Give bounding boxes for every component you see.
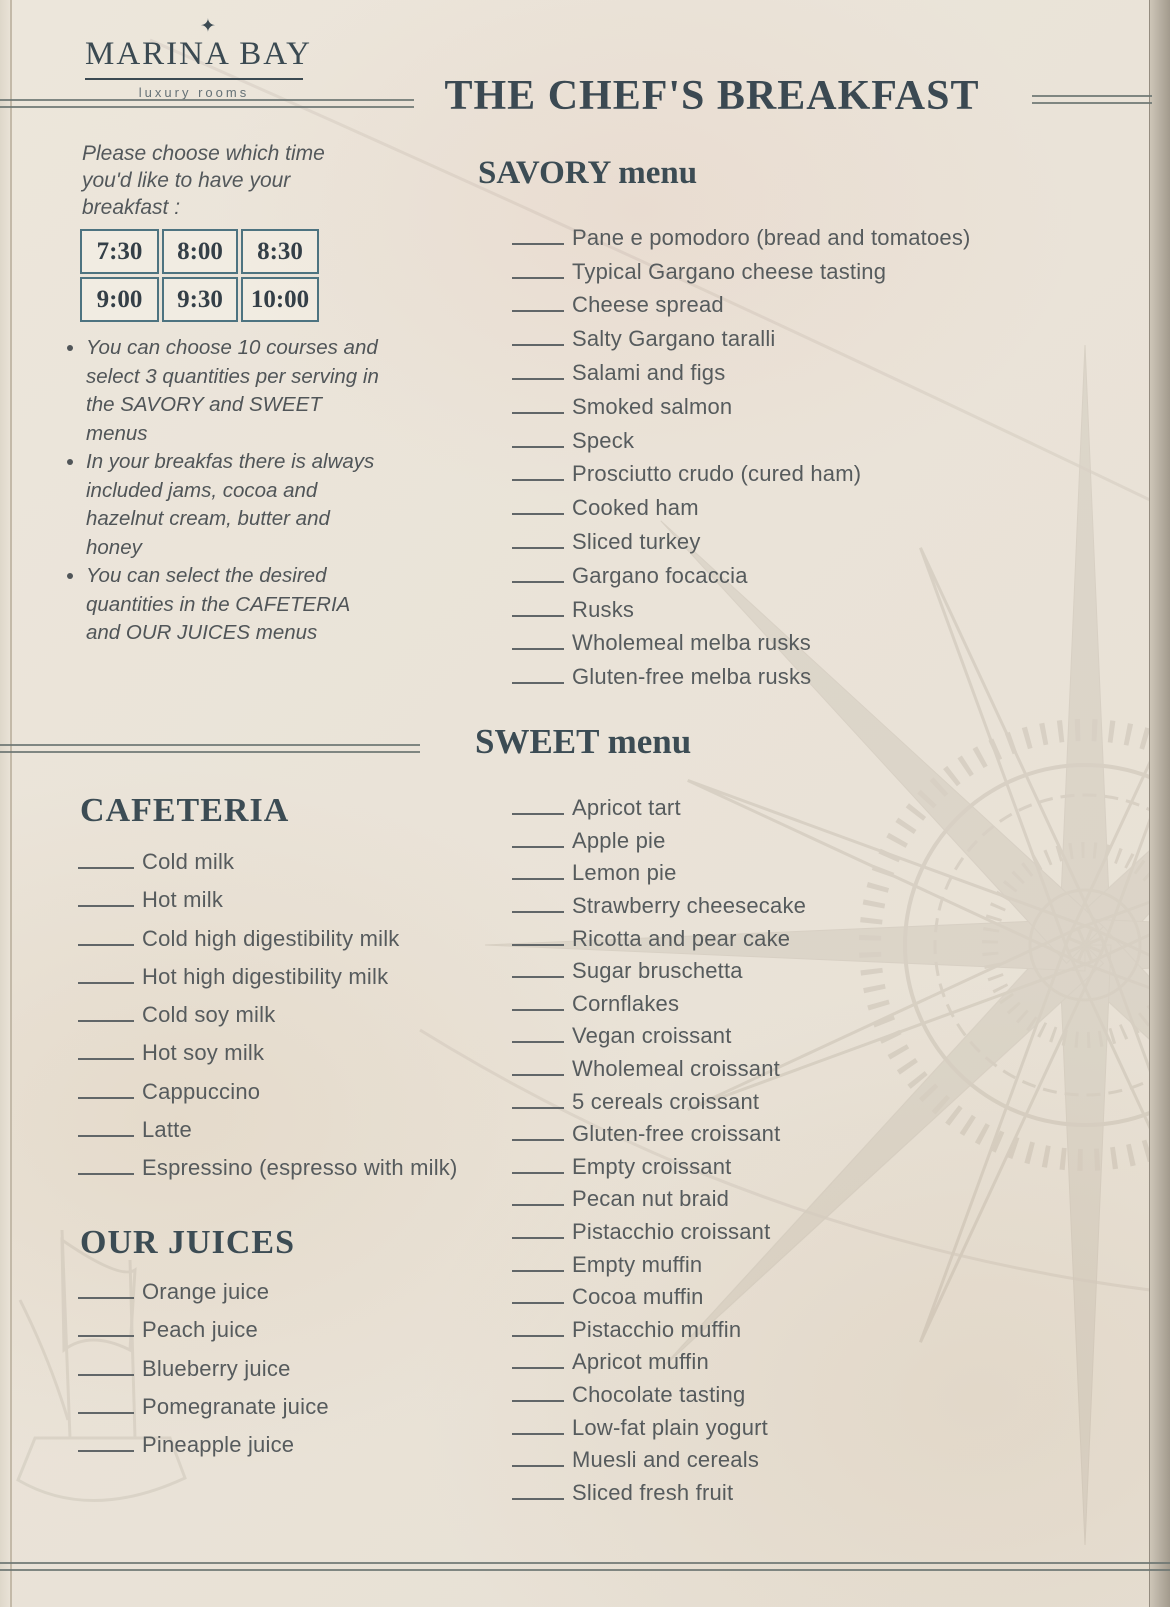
menu-item-row: [512, 1281, 806, 1314]
quantity-blank-line: [512, 1172, 564, 1174]
menu-item-label: Pecan nut braid: [572, 1186, 730, 1212]
menu-item-row: [512, 1444, 806, 1477]
menu-item-row: [78, 1149, 458, 1187]
menu-item-row: [512, 1216, 806, 1249]
logo-name: MARINA BAY: [85, 36, 303, 80]
menu-item-row: [512, 1151, 806, 1184]
decorative-rule-bottom: [0, 1562, 1170, 1571]
menu-item-row: [512, 1053, 806, 1086]
menu-item-row: [512, 525, 971, 559]
menu-item-label: Pomegranate juice: [142, 1393, 329, 1419]
menu-item-row: [78, 1034, 458, 1072]
menu-item-row: [512, 1085, 806, 1118]
juices-heading: OUR JUICES: [80, 1224, 295, 1261]
menu-item-label: Hot milk: [142, 887, 224, 913]
menu-item-row: [78, 1350, 329, 1388]
cafeteria-heading: CAFETERIA: [80, 792, 290, 829]
quantity-blank-line: [78, 1412, 134, 1414]
menu-item-label: Cheese spread: [572, 292, 724, 318]
menu-item-label: Cooked ham: [572, 495, 699, 521]
menu-item-row: [512, 792, 806, 825]
quantity-blank-line: [78, 1097, 134, 1099]
quantity-blank-line: [78, 1173, 134, 1175]
quantity-blank-line: [512, 648, 564, 650]
menu-item-label: Orange juice: [142, 1279, 270, 1305]
menu-item-label: Cornflakes: [572, 990, 680, 1016]
quantity-blank-line: [512, 547, 564, 549]
savory-heading: SAVORY menu: [478, 155, 698, 191]
quantity-blank-line: [512, 682, 564, 684]
quantity-blank-line: [78, 944, 134, 946]
decorative-rule-middle-left: [0, 744, 420, 753]
menu-item-row: [512, 890, 806, 923]
menu-item-label: Blueberry juice: [142, 1355, 291, 1381]
menu-item-label: Salty Gargano taralli: [572, 326, 776, 352]
quantity-blank-line: [512, 1465, 564, 1467]
quantity-blank-line: [512, 412, 564, 414]
quantity-blank-line: [512, 1237, 564, 1239]
menu-item-label: Gargano focaccia: [572, 562, 748, 588]
sweet-list: [512, 792, 806, 1509]
menu-item-label: 5 cereals croissant: [572, 1088, 760, 1114]
menu-item-label: Wholemeal croissant: [572, 1056, 780, 1082]
menu-item-row: [78, 843, 458, 881]
menu-item-row: [78, 958, 458, 996]
menu-item-label: Muesli and cereals: [572, 1447, 760, 1473]
menu-item-label: Cold high digestibility milk: [142, 925, 400, 951]
menu-item-label: Espressino (espresso with milk): [142, 1155, 458, 1181]
menu-item-label: Gluten-free croissant: [572, 1121, 781, 1147]
menu-item-label: Sugar bruschetta: [572, 958, 743, 984]
breakfast-time-prompt: Please choose which time you'd like to have your breakfast :: [82, 142, 325, 219]
time-cell: 7:30: [80, 229, 159, 274]
menu-item-row: [512, 857, 806, 890]
quantity-blank-line: [78, 1297, 134, 1299]
menu-item-row: [512, 825, 806, 858]
menu-item-label: Lemon pie: [572, 860, 677, 886]
quantity-blank-line: [512, 310, 564, 312]
notes-list: [62, 334, 388, 648]
page-edge-right: [1149, 0, 1170, 1607]
quantity-blank-line: [78, 867, 134, 869]
menu-item-label: Gluten-free melba rusks: [572, 664, 812, 690]
quantity-blank-line: [78, 1450, 134, 1452]
quantity-blank-line: [512, 911, 564, 913]
menu-item-label: Empty croissant: [572, 1153, 732, 1179]
menu-item-row: [78, 1273, 329, 1311]
menu-item-label: Sliced turkey: [572, 529, 701, 555]
menu-item-label: Pane e pomodoro (bread and tomatoes): [572, 224, 971, 250]
quantity-blank-line: [512, 479, 564, 481]
menu-item-label: Apple pie: [572, 827, 666, 853]
menu-item-row: [512, 988, 806, 1021]
quantity-blank-line: [512, 813, 564, 815]
note-item: • In your breakfas there is always included jams, cocoa and hazelnut cream, butter and honey: [86, 448, 388, 562]
logo-tagline: luxury rooms: [138, 85, 250, 100]
time-cell: 10:00: [241, 277, 319, 322]
menu-item-label: Cocoa muffin: [572, 1284, 704, 1310]
quantity-blank-line: [512, 1139, 564, 1141]
quantity-blank-line: [512, 615, 564, 617]
note-item: • You can choose 10 courses and select 3 quantities per serving in the SAVORY and SWEET menus: [86, 334, 388, 448]
menu-item-row: [512, 322, 971, 356]
quantity-blank-line: [512, 1302, 564, 1304]
menu-item-label: Cold soy milk: [142, 1002, 276, 1028]
time-cell: 9:30: [162, 277, 238, 322]
juices-list: [78, 1273, 329, 1464]
menu-item-label: Pistacchio croissant: [572, 1219, 771, 1245]
menu-item-label: Latte: [142, 1116, 192, 1142]
quantity-blank-line: [512, 344, 564, 346]
menu-item-label: Strawberry cheesecake: [572, 893, 807, 919]
menu-item-label: Apricot tart: [572, 795, 681, 821]
menu-item-row: [78, 1388, 329, 1426]
quantity-blank-line: [512, 1270, 564, 1272]
menu-item-row: [512, 458, 971, 492]
quantity-blank-line: [512, 976, 564, 978]
quantity-blank-line: [78, 1374, 134, 1376]
time-cell: 8:00: [162, 229, 238, 274]
menu-item-row: [512, 1379, 806, 1412]
quantity-blank-line: [512, 581, 564, 583]
sweet-heading: SWEET menu: [475, 722, 692, 761]
menu-item-label: Wholemeal melba rusks: [572, 630, 811, 656]
quantity-blank-line: [512, 878, 564, 880]
quantity-blank-line: [512, 243, 564, 245]
quantity-blank-line: [512, 378, 564, 380]
menu-item-row: [78, 1311, 329, 1349]
menu-item-label: Typical Gargano cheese tasting: [572, 258, 887, 284]
quantity-blank-line: [512, 1204, 564, 1206]
quantity-blank-line: [512, 944, 564, 946]
menu-item-label: Vegan croissant: [572, 1023, 732, 1049]
quantity-blank-line: [512, 1009, 564, 1011]
menu-item-label: Low-fat plain yogurt: [572, 1414, 768, 1440]
menu-item-label: Speck: [572, 427, 635, 453]
menu-item-row: [512, 922, 806, 955]
menu-item-label: Apricot muffin: [572, 1349, 709, 1375]
menu-item-label: Empty muffin: [572, 1251, 703, 1277]
page-title: THE CHEF'S BREAKFAST: [444, 73, 980, 119]
menu-item-label: Prosciutto crudo (cured ham): [572, 461, 862, 487]
menu-item-row: [512, 1118, 806, 1151]
decorative-rule-top-left: [0, 99, 414, 108]
quantity-blank-line: [512, 1335, 564, 1337]
menu-item-row: [512, 390, 971, 424]
quantity-blank-line: [512, 446, 564, 448]
menu-item-row: [78, 996, 458, 1034]
cafeteria-list: [78, 843, 458, 1187]
logo-star-icon: ✦: [200, 16, 216, 37]
menu-item-row: [512, 559, 971, 593]
quantity-blank-line: [512, 1107, 564, 1109]
time-table: [80, 229, 319, 322]
menu-item-row: [78, 1073, 458, 1111]
menu-item-row: [512, 491, 971, 525]
quantity-blank-line: [512, 1041, 564, 1043]
quantity-blank-line: [78, 1020, 134, 1022]
quantity-blank-line: [512, 277, 564, 279]
menu-item-label: Chocolate tasting: [572, 1381, 746, 1407]
menu-item-row: [512, 1183, 806, 1216]
menu-item-row: [512, 593, 971, 627]
menu-item-label: Pistacchio muffin: [572, 1316, 742, 1342]
menu-item-row: [512, 1346, 806, 1379]
menu-item-row: [512, 955, 806, 988]
menu-item-row: [512, 1314, 806, 1347]
quantity-blank-line: [512, 513, 564, 515]
menu-item-label: Pineapple juice: [142, 1432, 295, 1458]
quantity-blank-line: [512, 846, 564, 848]
menu-item-label: Peach juice: [142, 1317, 258, 1343]
quantity-blank-line: [512, 1498, 564, 1500]
menu-item-row: [78, 1426, 329, 1464]
savory-list: [512, 221, 971, 694]
menu-item-row: [512, 660, 971, 694]
quantity-blank-line: [512, 1367, 564, 1369]
time-cell: 9:00: [80, 277, 159, 322]
menu-item-label: Rusks: [572, 596, 635, 622]
time-cell: 8:30: [241, 229, 319, 274]
page-edge-left: [0, 0, 12, 1607]
menu-item-row: [512, 221, 971, 255]
quantity-blank-line: [78, 1135, 134, 1137]
quantity-blank-line: [78, 1335, 134, 1337]
menu-item-label: Hot soy milk: [142, 1040, 265, 1066]
menu-item-row: [512, 356, 971, 390]
menu-item-row: [78, 920, 458, 958]
note-item: • You can select the desired quantities in the CAFETERIA and OUR JUICES menus: [86, 562, 388, 648]
menu-item-row: [512, 424, 971, 458]
menu-item-row: [512, 1476, 806, 1509]
quantity-blank-line: [78, 905, 134, 907]
menu-item-row: [512, 1248, 806, 1281]
quantity-blank-line: [78, 982, 134, 984]
menu-item-label: Cold milk: [142, 849, 235, 875]
menu-item-row: [512, 1020, 806, 1053]
menu-item-row: [512, 289, 971, 323]
menu-item-label: Salami and figs: [572, 360, 726, 386]
decorative-rule-top-right: [1032, 95, 1152, 104]
quantity-blank-line: [512, 1074, 564, 1076]
quantity-blank-line: [512, 1433, 564, 1435]
menu-item-row: [512, 627, 971, 661]
menu-item-label: Smoked salmon: [572, 393, 733, 419]
menu-item-label: Cappuccino: [142, 1078, 261, 1104]
menu-item-row: [78, 1111, 458, 1149]
marina-bay-logo: [85, 16, 312, 100]
menu-item-row: [78, 881, 458, 919]
menu-item-row: [512, 1411, 806, 1444]
menu-item-label: Hot high digestibility milk: [142, 963, 389, 989]
quantity-blank-line: [78, 1058, 134, 1060]
menu-item-row: [512, 255, 971, 289]
quantity-blank-line: [512, 1400, 564, 1402]
menu-item-label: Sliced fresh fruit: [572, 1479, 734, 1505]
menu-item-label: Ricotta and pear cake: [572, 925, 791, 951]
